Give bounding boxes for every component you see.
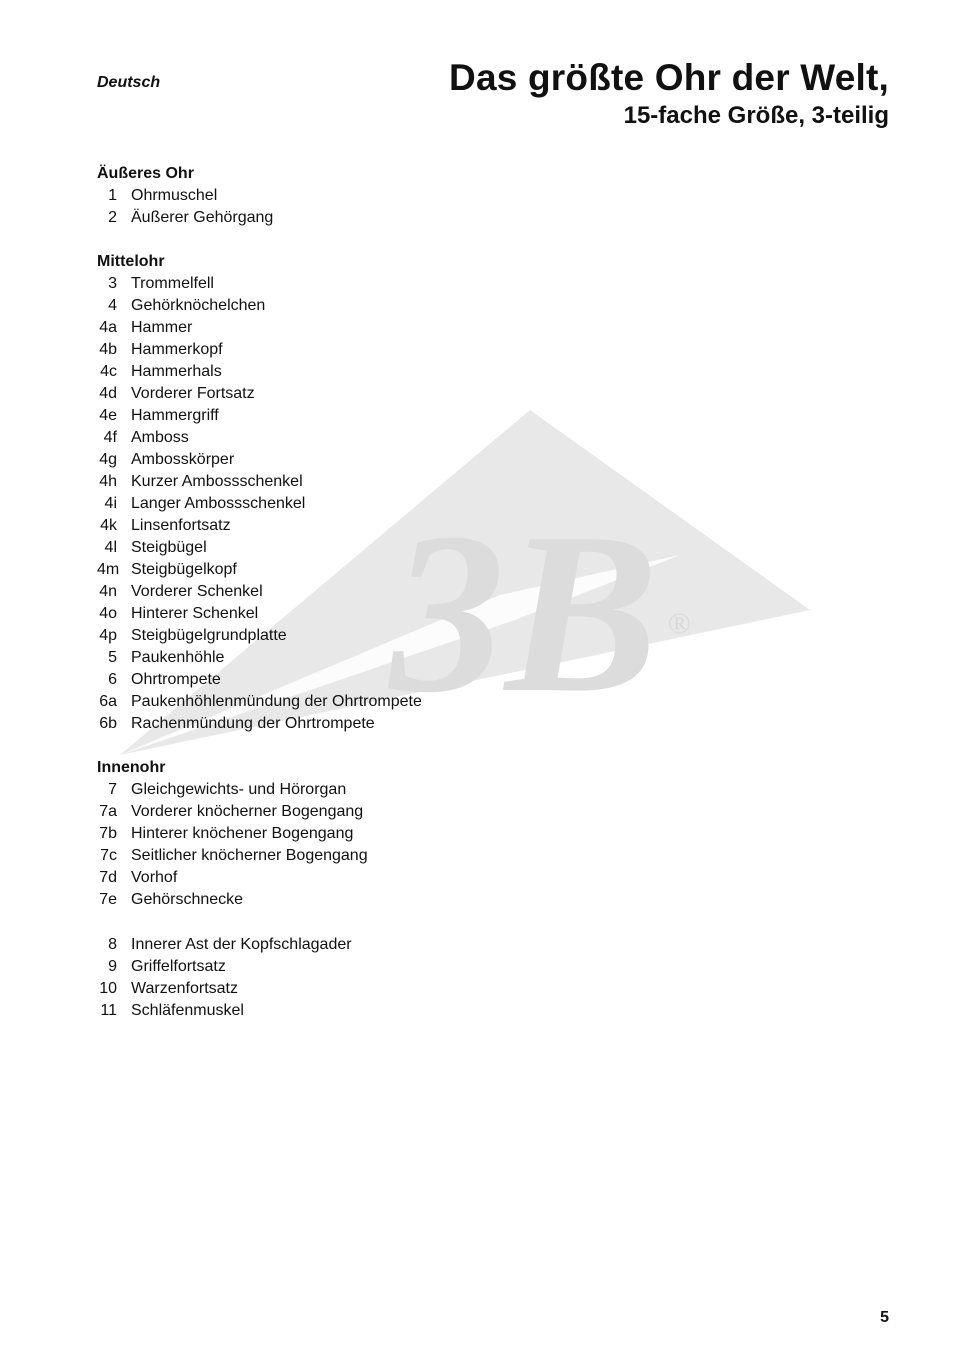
list-item — [97, 185, 422, 207]
section-heading-outer-ear: Äußeres Ohr — [97, 165, 194, 182]
item-number: 4p — [99, 627, 117, 644]
list-item — [97, 956, 422, 978]
item-term: Hinterer knöchener Bogengang — [131, 825, 354, 842]
page-number: 5 — [880, 1309, 889, 1326]
item-number: 7c — [100, 847, 117, 864]
item-number: 6a — [99, 693, 117, 710]
item-term: Vorderer Fortsatz — [131, 385, 255, 402]
item-number: 4n — [99, 583, 117, 600]
item-term: Gehörschnecke — [131, 891, 244, 908]
list-item — [97, 845, 422, 867]
list-item — [97, 691, 422, 713]
list-item — [97, 493, 422, 515]
item-number: 7 — [108, 781, 117, 798]
item-number: 8 — [108, 936, 117, 953]
list-item — [97, 625, 422, 647]
list-item — [97, 1000, 422, 1022]
item-number: 7a — [99, 803, 117, 820]
item-term: Gehörknöchelchen — [131, 297, 266, 314]
item-number: 5 — [108, 649, 117, 666]
list-item — [97, 207, 422, 229]
item-number: 4c — [100, 363, 117, 380]
item-number: 4g — [99, 451, 117, 468]
item-number: 3 — [108, 275, 117, 292]
item-term: Gleichgewichts- und Hörorgan — [131, 781, 347, 798]
item-term: Steigbügel — [131, 539, 207, 556]
list-item — [97, 669, 422, 691]
item-term: Hammergriff — [131, 407, 219, 424]
section-heading-middle-ear: Mittelohr — [97, 253, 165, 270]
item-term: Hammer — [131, 319, 193, 336]
item-number: 6b — [99, 715, 117, 732]
list-item — [97, 361, 422, 383]
list-item — [97, 978, 422, 1000]
item-term: Schläfenmuskel — [131, 1002, 244, 1019]
list-item — [97, 934, 422, 956]
term-list — [97, 163, 422, 1022]
item-term: Hammerkopf — [131, 341, 223, 358]
item-number: 7d — [99, 869, 117, 886]
item-number: 4m — [97, 561, 120, 578]
item-term: Amboss — [131, 429, 189, 446]
item-term: Trommelfell — [131, 275, 214, 292]
item-number: 10 — [99, 980, 117, 997]
item-term: Griffelfortsatz — [131, 958, 226, 975]
item-number: 11 — [100, 1002, 117, 1019]
list-item — [97, 823, 422, 845]
item-term: Paukenhöhle — [131, 649, 225, 666]
item-term: Steigbügelkopf — [131, 561, 237, 578]
list-item — [97, 273, 422, 295]
item-number: 4l — [104, 539, 117, 556]
item-number: 4f — [103, 429, 117, 446]
item-term: Seitlicher knöcherner Bogengang — [131, 847, 368, 864]
list-item — [97, 383, 422, 405]
list-item — [97, 713, 422, 735]
list-item — [97, 449, 422, 471]
item-term: Warzenfortsatz — [131, 980, 238, 997]
list-item — [97, 317, 422, 339]
list-item — [97, 559, 422, 581]
item-term: Hinterer Schenkel — [131, 605, 259, 622]
item-term: Vorderer Schenkel — [131, 583, 263, 600]
item-number: 4a — [99, 319, 117, 336]
item-term: Paukenhöhlenmündung der Ohrtrompete — [131, 693, 422, 710]
item-term: Kurzer Ambossschenkel — [131, 473, 303, 490]
list-item — [97, 427, 422, 449]
registered-mark: ® — [668, 607, 691, 640]
item-term: Langer Ambossschenkel — [131, 495, 306, 512]
item-number: 4k — [100, 517, 117, 534]
list-item — [97, 779, 422, 801]
item-term: Ambosskörper — [131, 451, 235, 468]
item-term: Ohrtrompete — [131, 671, 221, 688]
list-item — [97, 867, 422, 889]
list-item — [97, 603, 422, 625]
item-number: 1 — [108, 187, 117, 204]
item-number: 7b — [99, 825, 117, 842]
list-item — [97, 801, 422, 823]
page-subtitle: 15-fache Größe, 3-teilig — [623, 102, 889, 129]
item-number: 4b — [99, 341, 117, 358]
list-item — [97, 295, 422, 317]
list-item — [97, 339, 422, 361]
item-term: Hammerhals — [131, 363, 222, 380]
item-number: 4h — [99, 473, 117, 490]
item-term: Ohrmuschel — [131, 187, 218, 204]
list-item — [97, 515, 422, 537]
item-number: 4e — [99, 407, 117, 424]
item-term: Vorderer knöcherner Bogengang — [131, 803, 364, 820]
item-number: 4i — [104, 495, 117, 512]
item-term: Innerer Ast der Kopfschlagader — [131, 936, 352, 953]
list-item — [97, 405, 422, 427]
section-heading-inner-ear: Innenohr — [97, 759, 166, 776]
item-term: Steigbügelgrundplatte — [131, 627, 287, 644]
item-number: 6 — [108, 671, 117, 688]
item-number: 4d — [99, 385, 117, 402]
item-number: 9 — [108, 958, 117, 975]
list-item — [97, 471, 422, 493]
language-label: Deutsch — [97, 74, 161, 91]
item-number: 4o — [99, 605, 117, 622]
item-number: 7e — [99, 891, 117, 908]
item-term: Vorhof — [131, 869, 178, 886]
list-item — [97, 581, 422, 603]
list-item — [97, 889, 422, 911]
item-term: Linsenfortsatz — [131, 517, 231, 534]
item-term: Rachenmündung der Ohrtrompete — [131, 715, 375, 732]
item-number: 4 — [108, 297, 117, 314]
list-item — [97, 537, 422, 559]
list-item — [97, 647, 422, 669]
item-term: Äußerer Gehörgang — [131, 209, 274, 226]
watermark-logo-text: 3B — [390, 485, 659, 740]
page-title: Das größte Ohr der Welt, — [449, 57, 889, 98]
item-number: 2 — [108, 209, 117, 226]
